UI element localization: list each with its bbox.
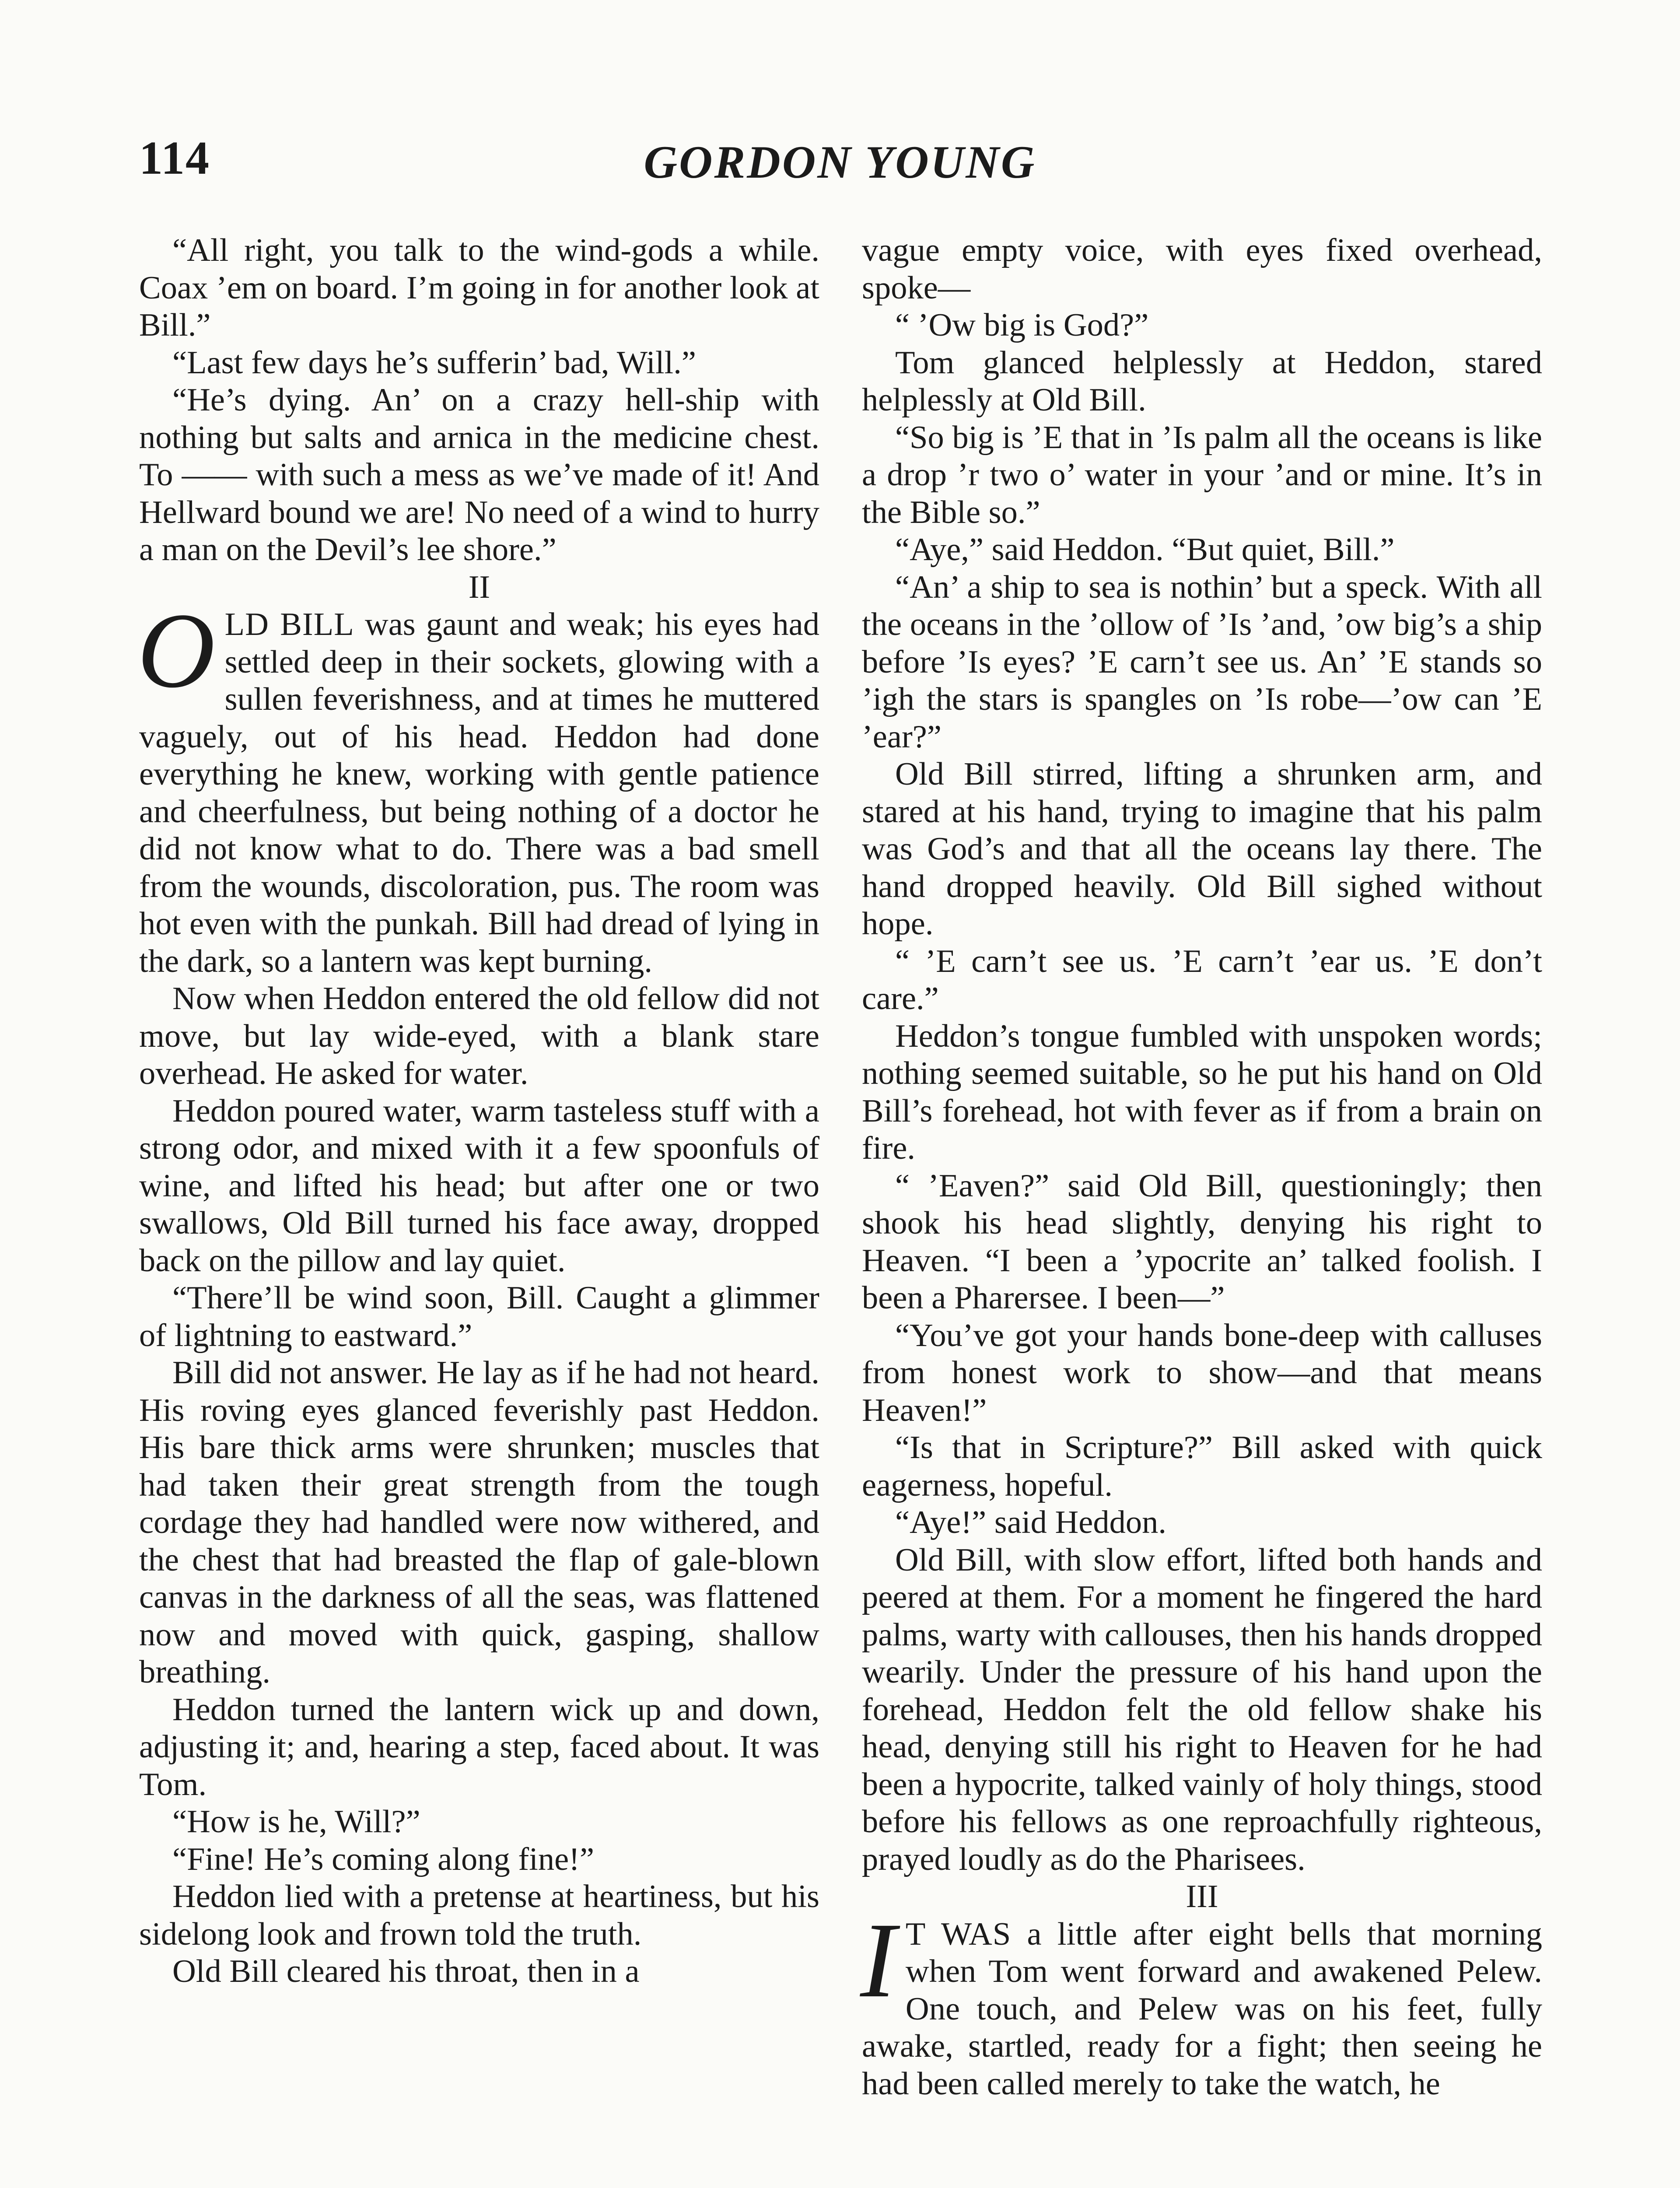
paragraph: “Is that in Scripture?” Bill asked with quick eagerness, hopeful. [862,1430,1542,1503]
paragraph: “Aye,” said Heddon. “But quiet, Bill.” [895,532,1395,568]
paragraph: “How is he, Will?” [172,1804,420,1840]
paragraph: Heddon turned the lantern wick up and down, adjusting it; and, hearing a step, faced about. It was Tom. [139,1691,819,1802]
drop-cap-paragraph [137,591,819,980]
running-head: GORDON YOUNG [644,137,1036,188]
paragraph: “Last few days he’s sufferin’ bad, Will.” [172,344,696,381]
paragraph-continuation: vague empty voice, with eyes fixed overhead, spoke— [862,232,1542,306]
paragraph: Heddon’s tongue fumbled with unspoken words; nothing seemed suitable, so he put his hand on Old Bill’s forehead, hot with fever as if from a brain on fire. [862,1018,1542,1166]
section-heading-iii: III [1186,1879,1218,1914]
lead-in: T WAS [905,1916,1012,1952]
right-column [862,232,1542,2103]
paragraph: Old Bill stirred, lifting a shrunken arm, and stared at his hand, trying to imagine that his palm was God’s and that all the oceans lay there. The hand dropped heavily. Old Bill sighed without hope. [862,756,1542,942]
paragraph: “So big is ’E that in ’Is palm all the oceans is like a drop ’r two o’ water in your ’and or mine. It’s in the Bible so.” [862,419,1542,530]
drop-cap: I [860,1900,896,2020]
paragraph: “You’ve got your hands bone-deep with calluses from honest work to show—and that means Heaven!” [862,1317,1542,1428]
paragraph: “Fine! He’s coming along fine!” [172,1841,595,1877]
drop-cap-paragraph [860,1900,1542,2103]
paragraph-text: was gaunt and weak; his eyes had settled deep in their sockets, glowing with a sullen feverishness, and at times he muttered vaguely, out of his head. Heddon had done everything he knew, working with gentle patience and cheerfulness, but being nothing of a doctor he did not know what to do. There was a bad smell from the wounds, discoloration, pus. The room was hot even with the punkah. Bill had dread of lying in the dark, so a lantern was kept burning. [139,607,819,979]
paragraph: “He’s dying. An’ on a crazy hell-ship with nothing but salts and arnica in the medicine chest. To —— with such a mess as we’ve made of it! And Hellward bound we are! No need of a wind to hurry a man on the Devil’s lee shore.” [139,382,819,568]
page-number: 114 [139,132,210,184]
paragraph: Now when Heddon entered the old fellow did not move, but lay wide-eyed, with a blank stare overhead. He asked for water. [139,981,819,1091]
paragraph: Bill did not answer. He lay as if he had not heard. His roving eyes glanced feverishly past Heddon. His bare thick arms were shrunken; muscles that had taken their great strength from the tough cordage they had handled were now withered, and the chest that had breasted the flap of gale-blown canvas in the darkness of all the seas, was flattened now and moved with quick, gasping, shallow breathing. [139,1355,819,1690]
paragraph: Heddon poured water, warm tasteless stuff with a strong odor, and mixed with it a few spoonfuls of wine, and lifted his head; but after one or two swallows, Old Bill turned his face away, dropped back on the pillow and lay quiet. [139,1093,819,1279]
lead-in: LD BILL [224,607,354,642]
paragraph: Old Bill, with slow effort, lifted both hands and peered at them. For a moment he fingered the hard palms, warty with callouses, then his hands dropped wearily. Under the pressure of his hand upon the forehead, Heddon felt the old fellow shake his head, denying still his right to Heaven for he had been a hypocrite, talked vainly of holy things, stood before his fellows as one reproachfully righteous, prayed loudly as do the Pharisees. [862,1542,1542,1877]
paragraph: Tom glanced helplessly at Heddon, stared helplessly at Old Bill. [862,344,1542,418]
paragraph: “Aye!” said Heddon. [895,1504,1166,1540]
paragraph: “There’ll be wind soon, Bill. Caught a glimmer of lightning to eastward.” [139,1280,819,1353]
paragraph: “An’ a ship to sea is nothin’ but a speck. With all the oceans in the ’ollow of ’Is ’and, ’ow big’s a ship before ’Is eyes? ’E carn’t see us. An’ ’E stands so ’igh the stars is spangles on ’Is robe—’ow can ’E ’ear?” [862,569,1542,755]
paragraph-text: a little after eight bells that morning when Tom went forward and awakened Pelew. One touch, and Pelew was on his feet, fully awake, startled, ready for a fight; then seeing he had been called merely to take the watch, he [862,1916,1542,2102]
paragraph: “ ’Eaven?” said Old Bill, questioningly; then shook his head slightly, denying his right to Heaven. “I been a ’ypocrite an’ talked foolish. I been a Pharersee. I been—” [862,1168,1542,1316]
paragraph: “ ’Ow big is God?” [895,307,1149,343]
paragraph: “ ’E carn’t see us. ’E carn’t ’ear us. ’E don’t care.” [862,943,1542,1017]
paragraph: Heddon lied with a pretense at heartiness, but his sidelong look and frown told the truth. [139,1879,819,1952]
paragraph: “All right, you talk to the wind-gods a while. Coax ’em on board. I’m going in for another look at Bill.” [139,232,819,343]
left-column [139,232,819,1991]
paragraph: Old Bill cleared his throat, then in a [172,1953,640,1989]
drop-cap: O [137,591,215,710]
section-heading-ii: II [468,569,490,605]
